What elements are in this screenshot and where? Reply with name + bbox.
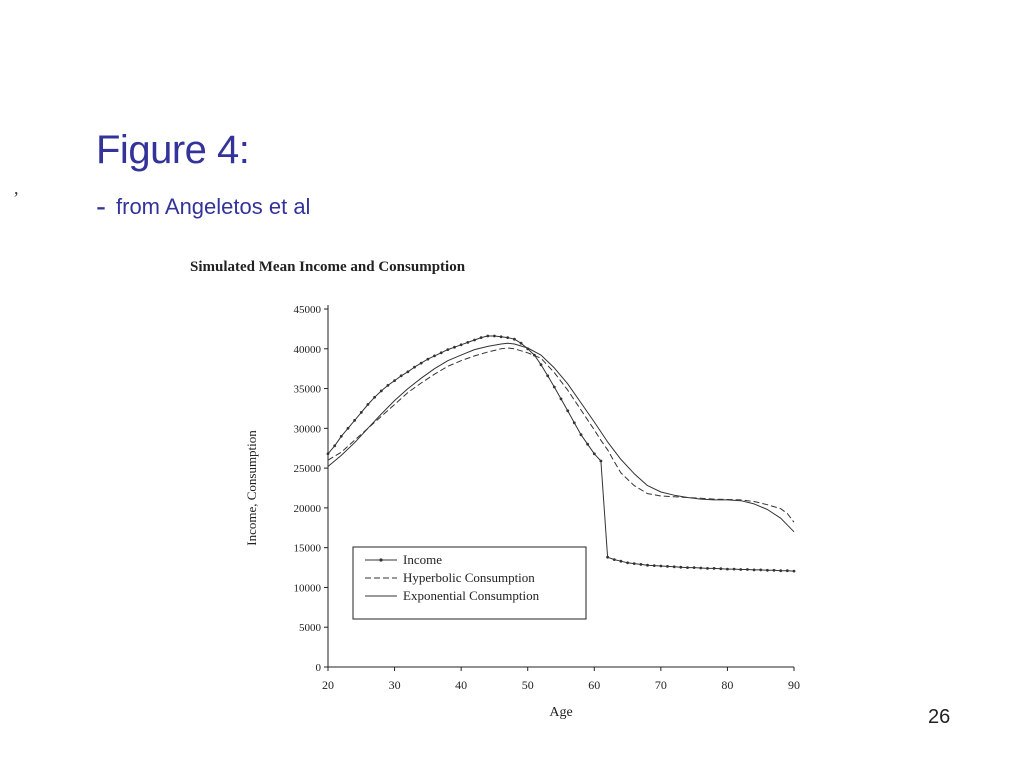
- y-tick-label: 35000: [293, 383, 321, 396]
- x-tick-label: 90: [788, 678, 800, 692]
- income-point: [466, 341, 469, 344]
- y-tick-label: 0: [315, 662, 321, 674]
- income-point: [493, 335, 496, 338]
- income-point: [746, 568, 749, 571]
- income-point: [613, 558, 616, 561]
- income-point: [393, 379, 396, 382]
- x-tick-label: 30: [388, 678, 401, 692]
- income-point: [566, 409, 569, 412]
- income-point: [520, 342, 523, 345]
- y-tick-label: 15000: [293, 542, 321, 555]
- income-point: [726, 568, 729, 571]
- x-tick-label: 70: [654, 678, 667, 692]
- series-line-exponential-consumption: [328, 343, 794, 532]
- income-point: [460, 343, 463, 346]
- income-point: [353, 419, 356, 422]
- income-point: [453, 346, 456, 349]
- income-point: [759, 569, 762, 572]
- income-point: [560, 398, 563, 401]
- slide-title: Figure 4:: [96, 128, 250, 172]
- y-tick-label: 20000: [293, 502, 321, 515]
- income-point: [540, 363, 543, 366]
- legend-label: Hyperbolic Consumption: [403, 570, 535, 585]
- income-point: [666, 565, 669, 568]
- income-point: [766, 569, 769, 572]
- x-tick-label: 80: [721, 678, 734, 692]
- income-point: [739, 568, 742, 571]
- income-point: [620, 560, 623, 563]
- x-tick-label: 20: [322, 678, 334, 692]
- income-point: [546, 374, 549, 377]
- income-point: [373, 396, 376, 399]
- legend-label: Exponential Consumption: [403, 588, 540, 603]
- chart-title: Simulated Mean Income and Consumption: [190, 259, 466, 275]
- income-point: [480, 336, 483, 339]
- series-line-income: [328, 336, 794, 571]
- income-point: [773, 569, 776, 572]
- income-point: [686, 566, 689, 569]
- income-point: [486, 335, 489, 338]
- income-point: [693, 566, 696, 569]
- income-point: [580, 433, 583, 436]
- income-point: [473, 339, 476, 342]
- series-line-hyperbolic-consumption: [328, 348, 794, 522]
- income-point: [433, 355, 436, 358]
- income-point: [600, 460, 603, 463]
- income-point: [706, 567, 709, 570]
- income-point: [446, 348, 449, 351]
- income-point: [586, 443, 589, 446]
- income-point: [400, 374, 403, 377]
- y-tick-label: 25000: [293, 463, 321, 476]
- income-point: [646, 564, 649, 567]
- subtitle-dash: -: [96, 190, 106, 223]
- income-point: [786, 569, 789, 572]
- income-point: [413, 366, 416, 369]
- income-point: [653, 564, 656, 567]
- income-point: [500, 335, 503, 338]
- income-point: [506, 336, 509, 339]
- income-point: [513, 338, 516, 341]
- income-point: [360, 411, 363, 414]
- income-point: [387, 384, 390, 387]
- income-point: [347, 427, 350, 430]
- y-tick-label: 40000: [293, 343, 321, 356]
- y-tick-label: 10000: [293, 582, 321, 595]
- chart-legend: [353, 547, 586, 619]
- income-point: [407, 370, 410, 373]
- income-point: [606, 556, 609, 559]
- y-tick-label: 5000: [299, 622, 321, 635]
- income-point: [626, 561, 629, 564]
- subtitle-text: from Angeletos et al: [116, 194, 311, 219]
- x-tick-label: 40: [455, 678, 468, 692]
- income-point: [367, 403, 370, 406]
- income-point: [673, 565, 676, 568]
- income-point: [427, 358, 430, 361]
- x-tick-label: 60: [588, 678, 601, 692]
- income-point: [779, 569, 782, 572]
- x-tick-label: 50: [521, 678, 534, 692]
- chart-series: [327, 335, 796, 573]
- income-point: [333, 444, 336, 447]
- income-point: [440, 351, 443, 354]
- income-point: [640, 563, 643, 566]
- stray-mark: ,: [14, 178, 19, 198]
- income-point: [679, 566, 682, 569]
- income-point: [699, 567, 702, 570]
- income-point: [633, 562, 636, 565]
- chart-axes: [294, 304, 801, 692]
- income-point: [660, 565, 663, 568]
- y-axis-label: Income, Consumption: [244, 430, 259, 546]
- x-axis-label: Age: [549, 705, 573, 720]
- income-point: [793, 570, 796, 573]
- income-point: [327, 452, 330, 455]
- legend-label: Income: [403, 552, 442, 567]
- income-point: [380, 390, 383, 393]
- income-point: [733, 568, 736, 571]
- income-point: [420, 362, 423, 365]
- income-point: [340, 435, 343, 438]
- income-point: [753, 569, 756, 572]
- legend-swatch-dot: [379, 558, 382, 561]
- income-point: [553, 386, 556, 389]
- page-number: 26: [928, 706, 951, 728]
- income-point: [573, 421, 576, 424]
- y-tick-label: 45000: [293, 304, 321, 316]
- y-tick-label: 30000: [293, 423, 321, 436]
- income-point: [713, 567, 716, 570]
- income-point: [593, 452, 596, 455]
- income-point: [719, 567, 722, 570]
